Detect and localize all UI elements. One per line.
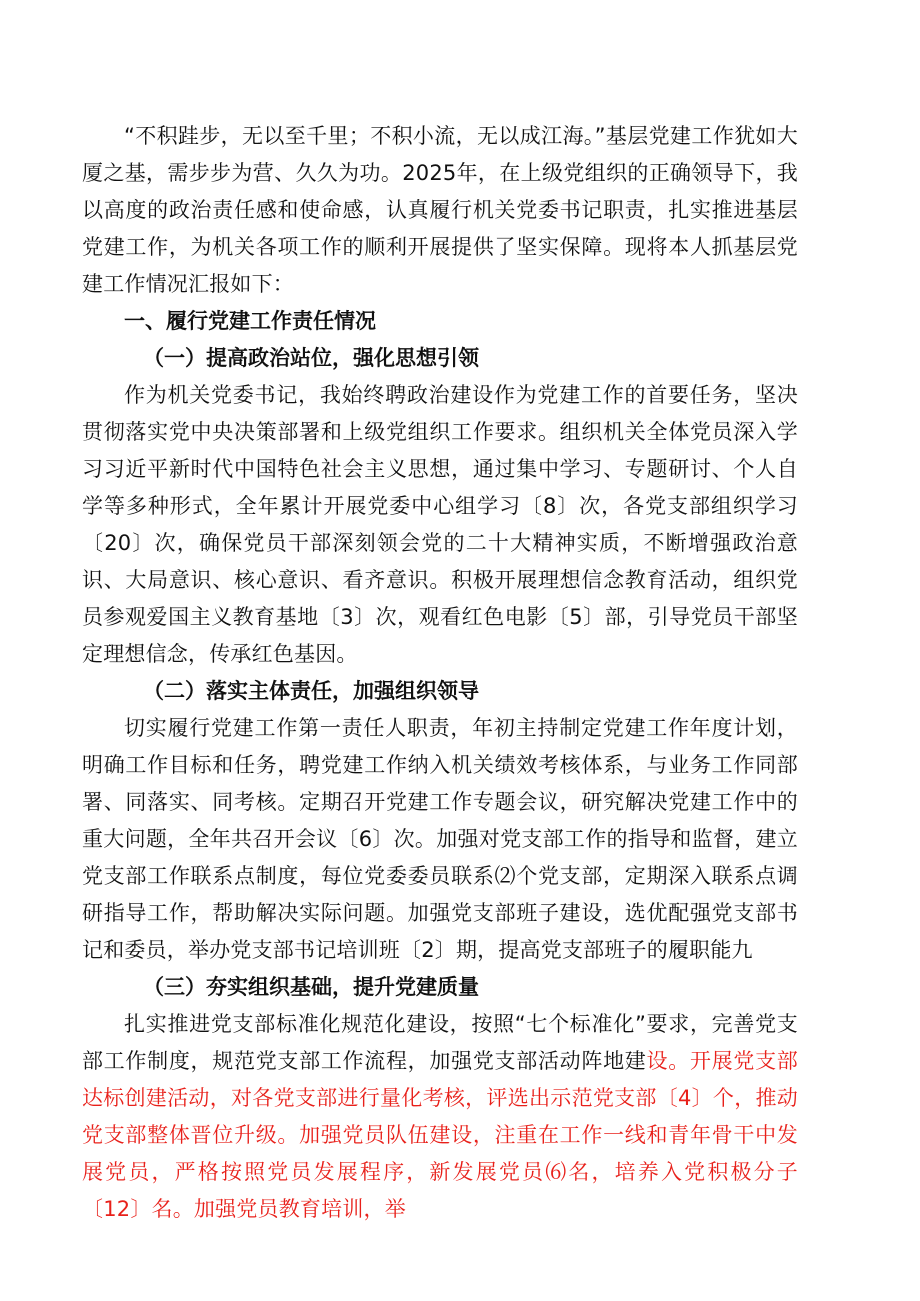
subsection-1-paragraph: 作为机关党委书记，我始终聘政治建设作为党建工作的首要任务，坚决贯彻落实党中央决策部署和上级党组织工作要求。组织机关全体党员深入学习习近平新时代中国特色社会主义思想，通过集中学习、专题研讨、个人自学等多种形式，全年累计开展党委中心组学习〔8〕次，各党支部组织学习〔20〕次，确保党员干部深刻领会党的二十大精神实质，不断增强政治意识、大局意识、核心意识、看齐意识。积极开展理想信念教育活动，组织党员参观爱国主义教育基地〔3〕次，观看红色电影〔5〕部，引导党员干部坚定理想信念，传承红色基因。 xyxy=(82,383,798,666)
subsection-3-text-red: 设。开展党支部达标创建活动，对各党支部进行量化考核，评选出示范党支部〔4〕个，推动党支部整体晋位升级。加强党员队伍建设，注重在工作一线和青年骨干中发展党员，严格按照党员发展程序，新发展党员⑹名，培养入党积极分子〔12〕名。加强党员教育培训，举 xyxy=(82,1049,798,1221)
subsection-heading-2: （二）落实主体责任，加强组织领导 xyxy=(143,679,479,703)
intro-paragraph: “不积跬步，无以至千里；不积小流，无以成江海。”基层党建工作犹如大厦之基，需步步为营、久久为功。2025年，在上级党组织的正确领导下，我以高度的政治责任感和使命感，认真履行机关党委书记职责，扎实推进基层党建工作，为机关各项工作的顺利开展提供了坚实保障。现将本人抓基层党建工作情况汇报如下： xyxy=(82,124,798,296)
subsection-2-paragraph: 切实履行党建工作第一责任人职责，年初主持制定党建工作年度计划，明确工作目标和任务，聘党建工作纳入机关绩效考核体系，与业务工作同部署、同落实、同考核。定期召开党建工作专题会议，研究解决党建工作中的重大问题，全年共召开会议〔6〕次。加强对党支部工作的指导和监督，建立党支部工作联系点制度，每位党委委员联系⑵个党支部，定期深入联系点调研指导工作，帮助解决实际问题。加强党支部班子建设，选优配强党支部书记和委员，举办党支部书记培训班〔2〕期，提高党支部班子的履职能九 xyxy=(82,716,798,962)
document-page xyxy=(82,118,798,1228)
section-heading-1: 一、履行党建工作责任情况 xyxy=(124,309,376,333)
subsection-3-paragraph xyxy=(82,1006,798,1228)
subsection-heading-1: （一）提高政治站位，强化思想引领 xyxy=(143,346,479,370)
subsection-3-text-black: 扎实推进党支部标准化规范化建设，按照“七个标准化”要求，完善党支部工作制度，规范党支部工作流程，加强党支部活动阵地建 xyxy=(82,1012,798,1073)
subsection-heading-3: （三）夯实组织基础，提升党建质量 xyxy=(143,975,479,999)
